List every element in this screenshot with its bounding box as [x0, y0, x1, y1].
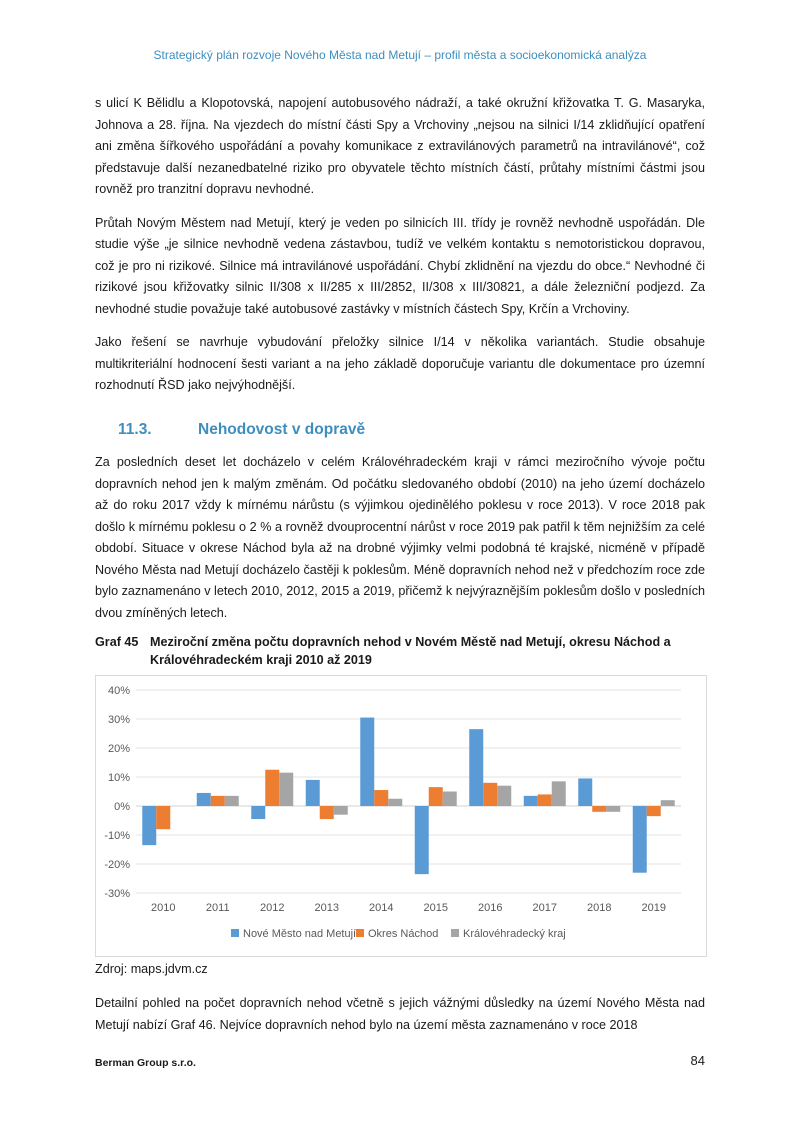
- chart-bar: [225, 796, 239, 806]
- chart-bar: [552, 781, 566, 806]
- running-header: Strategický plán rozvoje Nového Města nad Metují – profil města a socioekonomická analýza: [153, 48, 647, 62]
- body-text-top: [95, 93, 705, 409]
- chart-bar: [306, 780, 320, 806]
- chart-container: [95, 675, 707, 957]
- chart-bar: [578, 778, 592, 806]
- y-tick-label: 10%: [107, 772, 130, 784]
- section-number: 11.3.: [118, 421, 152, 438]
- paragraph: s ulicí K Bělidlu a Klopotovská, napojení autobusového nádraží, a také okružní křižovatka T. G. Masaryka, Johnova a 28. října. Na vjezdech do místní části Spy a Vrchoviny „nejsou na silnici I/14 zklidňující opatření ani změna šířkového uspořádání a povahy komunikace z extravilánových parametrů na intravilánové“, což představuje další nezanedbatelné riziko pro obyvatele těchto místních částí, průtahy místními částmi jsou rovněž pro tranzitní dopravu nevhodné.: [95, 96, 705, 196]
- chart-bar: [197, 793, 211, 806]
- figure-label: Graf 45: [95, 635, 139, 649]
- x-tick-label: 2019: [641, 902, 666, 914]
- x-tick-label: 2013: [314, 902, 339, 914]
- chart-bar: [429, 787, 443, 806]
- chart-bar: [497, 786, 511, 806]
- y-tick-label: -10%: [104, 830, 130, 842]
- chart-bar: [592, 806, 606, 812]
- y-tick-label: 30%: [107, 714, 130, 726]
- body-text-section: [95, 452, 705, 636]
- chart-bar: [251, 806, 265, 819]
- section-heading: [118, 421, 365, 439]
- legend-label: Okres Náchod: [368, 928, 439, 940]
- figure-caption-text: Meziroční změna počtu dopravních nehod v Novém Městě nad Metují, okresu Náchod a Královéhradeckém kraji 2010 až 2019: [150, 635, 671, 667]
- chart-bar: [538, 794, 552, 806]
- chart-bar: [320, 806, 334, 819]
- y-tick-label: 20%: [107, 743, 130, 755]
- chart-bar: [156, 806, 170, 829]
- chart-bar: [265, 770, 279, 806]
- chart-bar: [606, 806, 620, 812]
- y-tick-label: 0%: [114, 801, 130, 813]
- x-tick-label: 2012: [260, 902, 285, 914]
- x-tick-label: 2010: [151, 902, 176, 914]
- y-tick-label: -20%: [104, 859, 130, 871]
- figure-source: Zdroj: maps.jdvm.cz: [95, 962, 208, 976]
- chart-bar: [334, 806, 348, 815]
- chart-bar: [483, 783, 497, 806]
- chart-bar: [142, 806, 156, 845]
- bar-chart: [96, 676, 706, 956]
- y-tick-label: -30%: [104, 888, 130, 900]
- figure-caption: [95, 633, 705, 669]
- x-tick-label: 2011: [205, 902, 230, 914]
- chart-bar: [661, 800, 675, 806]
- chart-bar: [524, 796, 538, 806]
- paragraph: Jako řešení se navrhuje vybudování přeložky silnice I/14 v několika variantách. Studie obsahuje multikriteriální hodnocení šesti variant a na jeho základě doporučuje variantu dle dokumentace pro územní rozhodnutí ŘSD jako nejvýhodnější.: [95, 335, 705, 392]
- chart-bar: [374, 790, 388, 806]
- body-text-bottom: [95, 993, 705, 1048]
- chart-bar: [633, 806, 647, 873]
- legend-label: Nové Město nad Metují: [243, 928, 357, 940]
- chart-bar: [388, 799, 402, 806]
- paragraph: Detailní pohled na počet dopravních nehod včetně s jejich vážnými důsledky na území Nového Města nad Metují nabízí Graf 46. Nejvíce dopravních nehod bylo na území města zaznamenáno v roce 2018: [95, 996, 705, 1032]
- chart-bar: [279, 773, 293, 806]
- x-tick-label: 2015: [423, 902, 448, 914]
- x-tick-label: 2018: [587, 902, 612, 914]
- x-tick-label: 2017: [532, 902, 557, 914]
- paragraph: Za posledních deset let docházelo v celém Královéhradeckém kraji v rámci meziročního vývoje počtu dopravních nehod jen k malým změnám. Od počátku sledovaného období (2010) na jeho území docházelo až do roku 2017 vždy k mírnému nárůstu (s výjimkou ojedinělého poklesu v roce 2013). V roce 2018 pak došlo k mírnému poklesu o 2 % a rovněž dvouprocentní nárůst v roce 2019 pak patřil k těm nejnižším za celé období. Situace v okrese Náchod byla až na drobné výjimky velmi podobná té krajské, nicméně v případě Nového Města nad Metují docházelo častěji k poklesům. Méně dopravních nehod než v předchozím roce zde bylo zaznamenáno v letech 2010, 2012, 2015 a 2019, přičemž k nejvýraznějším poklesům došlo v posledních dvou zmíněných letech.: [95, 455, 705, 620]
- paragraph: Průtah Novým Městem nad Metují, který je veden po silnicích III. třídy je rovněž nevhodně uspořádán. Dle studie výše „je silnice nevhodně vedena zástavbou, tudíž ve velkém kontaktu s nemotoristickou dopravou, což je pro ni rizikové. Silnice má intravilánové uspořádání. Chybí zklidnění na vjezdu do obce.“ Nevhodné či rizikové jsou křižovatky silnic II/308 x II/285 x III/2852, II/308 x III/30821, a dále železniční podjezd. Za nevhodné studie považuje také autobusové zastávky v místních částech Spy, Krčín a Vrchoviny.: [95, 215, 705, 316]
- y-tick-label: 40%: [107, 685, 130, 697]
- legend-swatch: [451, 929, 459, 937]
- section-title: Nehodovost v dopravě: [198, 421, 366, 438]
- chart-bar: [647, 806, 661, 816]
- chart-bar: [360, 718, 374, 806]
- footer-company: Berman Group s.r.o.: [95, 1057, 196, 1069]
- page-number: 84: [690, 1053, 705, 1068]
- chart-bar: [469, 729, 483, 806]
- x-tick-label: 2016: [478, 902, 503, 914]
- x-tick-label: 2014: [369, 902, 394, 914]
- chart-bar: [443, 792, 457, 807]
- chart-bar: [211, 796, 225, 806]
- chart-bar: [415, 806, 429, 874]
- legend-swatch: [231, 929, 239, 937]
- legend-label: Královéhradecký kraj: [463, 928, 566, 940]
- legend-swatch: [356, 929, 364, 937]
